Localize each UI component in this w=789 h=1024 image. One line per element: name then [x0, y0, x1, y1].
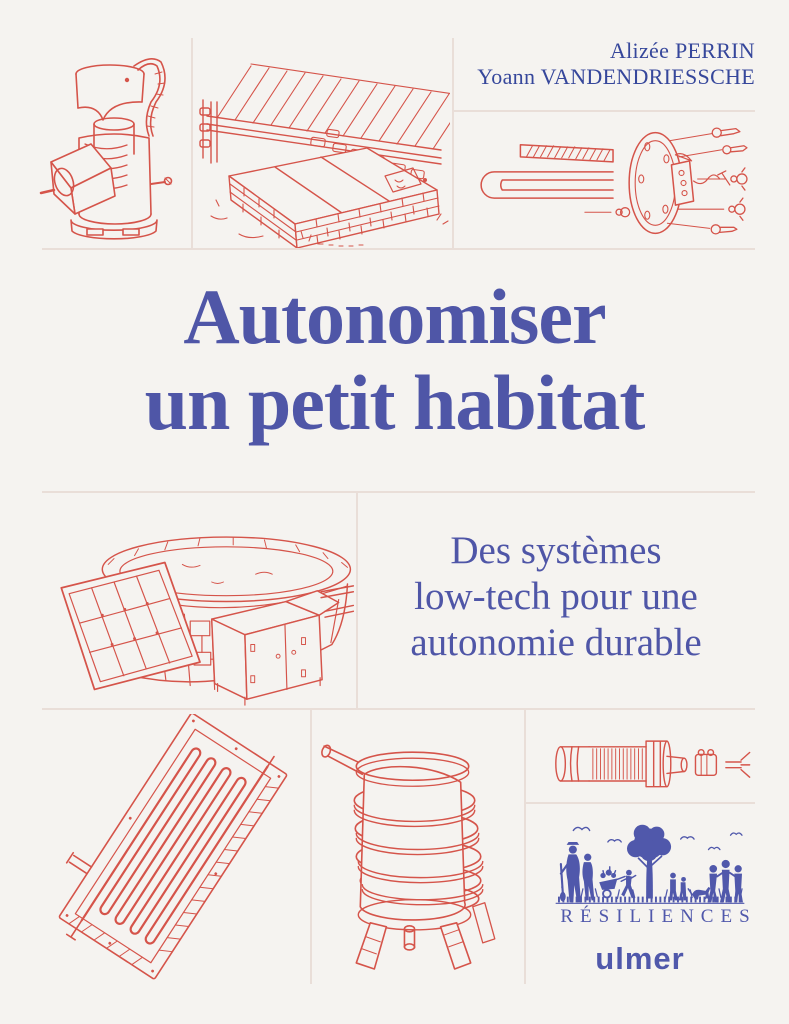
subtitle-line: autonomie durable [410, 621, 702, 664]
resiliences-logo-icon [548, 818, 752, 910]
book-subtitle [357, 528, 755, 666]
divider-horizontal [42, 248, 755, 250]
divider-horizontal [42, 708, 755, 710]
rocket-stove-illustration [38, 44, 190, 244]
rainwater-cistern-house-illustration [198, 38, 450, 248]
collection-name: RÉSILIENCES [560, 906, 757, 927]
coil-water-heater-illustration [312, 712, 518, 978]
divider-vertical [191, 38, 193, 250]
title-line: un petit habitat [144, 359, 645, 446]
water-heater-element-exploded-illustration [462, 116, 754, 248]
hot-tub-solar-panel-illustration [42, 498, 357, 708]
divider-vertical [452, 38, 454, 250]
solar-thermal-collector-illustration [35, 714, 305, 980]
subtitle-line: Des systèmes [450, 529, 662, 572]
author-name: Alizée PERRIN [609, 38, 755, 63]
title-line: Autonomiser [183, 273, 606, 360]
book-title [0, 274, 789, 446]
hose-connector-exploded-illustration [540, 724, 755, 800]
publisher-logo: ulmer [595, 941, 685, 976]
author-names [477, 38, 755, 90]
divider-horizontal [42, 491, 755, 493]
divider-horizontal [453, 110, 755, 112]
divider-horizontal [525, 802, 755, 804]
author-name: Yoann VANDENDRIESSCHE [477, 64, 755, 89]
subtitle-line: low-tech pour une [414, 575, 698, 618]
